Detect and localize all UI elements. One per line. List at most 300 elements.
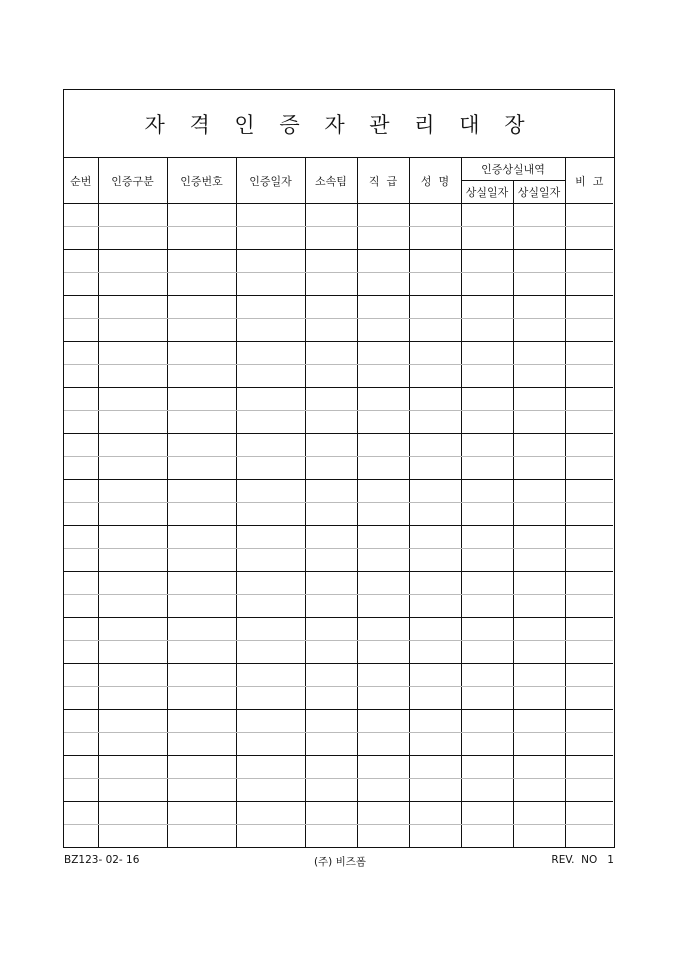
table-cell[interactable]	[236, 641, 305, 664]
table-cell[interactable]	[513, 434, 565, 457]
table-cell[interactable]	[409, 388, 461, 411]
table-cell[interactable]	[461, 250, 513, 273]
table-cell[interactable]	[64, 411, 98, 434]
table-cell[interactable]	[565, 756, 613, 779]
table-cell[interactable]	[513, 641, 565, 664]
form-code: BZ123- 02- 16	[64, 854, 140, 866]
table-cell[interactable]	[409, 296, 461, 319]
table-cell[interactable]	[513, 733, 565, 756]
table-cell[interactable]	[409, 733, 461, 756]
table-cell[interactable]	[167, 457, 236, 480]
col-header-cert-date: 인증일자	[236, 158, 305, 204]
table-cell[interactable]	[98, 572, 167, 595]
table-cell[interactable]	[305, 802, 357, 825]
table-cell[interactable]	[461, 526, 513, 549]
table-cell[interactable]	[357, 756, 409, 779]
table-cell[interactable]	[513, 480, 565, 503]
table-cell[interactable]	[305, 388, 357, 411]
table-cell[interactable]	[357, 733, 409, 756]
table-cell[interactable]	[236, 296, 305, 319]
table-cell[interactable]	[98, 756, 167, 779]
table-cell[interactable]	[461, 802, 513, 825]
table-cell[interactable]	[409, 664, 461, 687]
table-cell[interactable]	[64, 549, 98, 572]
table-cell[interactable]	[357, 365, 409, 388]
table-cell[interactable]	[64, 388, 98, 411]
table-cell[interactable]	[167, 319, 236, 342]
table-cell[interactable]	[64, 572, 98, 595]
table-cell[interactable]	[305, 641, 357, 664]
table-cell[interactable]	[357, 342, 409, 365]
col-header-rank: 직 급	[357, 158, 409, 204]
table-cell[interactable]	[565, 526, 613, 549]
table-cell[interactable]	[236, 227, 305, 250]
table-row	[64, 227, 613, 250]
table-cell[interactable]	[236, 779, 305, 802]
table-cell[interactable]	[64, 595, 98, 618]
table-cell[interactable]	[357, 710, 409, 733]
table-row	[64, 411, 613, 434]
table-cell[interactable]	[565, 319, 613, 342]
table-cell[interactable]	[565, 802, 613, 825]
table-cell[interactable]	[513, 319, 565, 342]
table-cell[interactable]	[565, 779, 613, 802]
table-cell[interactable]	[513, 687, 565, 710]
title-box	[64, 90, 614, 158]
table-cell[interactable]	[461, 664, 513, 687]
table-cell[interactable]	[565, 480, 613, 503]
table-cell[interactable]	[98, 480, 167, 503]
table-cell[interactable]	[167, 342, 236, 365]
table-cell[interactable]	[565, 572, 613, 595]
table-cell[interactable]	[167, 388, 236, 411]
table-cell[interactable]	[565, 434, 613, 457]
table-cell[interactable]	[64, 664, 98, 687]
table-cell[interactable]	[236, 687, 305, 710]
table-cell[interactable]	[64, 319, 98, 342]
table-cell[interactable]	[98, 227, 167, 250]
table-cell[interactable]	[305, 595, 357, 618]
table-cell[interactable]	[167, 227, 236, 250]
table-cell[interactable]	[565, 825, 613, 848]
table-cell[interactable]	[167, 733, 236, 756]
table-cell[interactable]	[565, 411, 613, 434]
table-cell[interactable]	[98, 250, 167, 273]
table-cell[interactable]	[409, 250, 461, 273]
table-cell[interactable]	[305, 365, 357, 388]
table-cell[interactable]	[236, 480, 305, 503]
table-cell[interactable]	[357, 595, 409, 618]
table-cell[interactable]	[167, 641, 236, 664]
table-cell[interactable]	[461, 204, 513, 227]
table-cell[interactable]	[409, 319, 461, 342]
table-cell[interactable]	[98, 296, 167, 319]
table-cell[interactable]	[236, 411, 305, 434]
table-cell[interactable]	[64, 756, 98, 779]
table-cell[interactable]	[64, 273, 98, 296]
table-cell[interactable]	[167, 526, 236, 549]
table-cell[interactable]	[305, 296, 357, 319]
col-header-team: 소속팀	[305, 158, 357, 204]
table-cell[interactable]	[513, 503, 565, 526]
table-cell[interactable]	[236, 710, 305, 733]
table-cell[interactable]	[461, 503, 513, 526]
table-cell[interactable]	[409, 457, 461, 480]
table-cell[interactable]	[461, 733, 513, 756]
table-cell[interactable]	[98, 388, 167, 411]
table-cell[interactable]	[409, 641, 461, 664]
table-row	[64, 434, 613, 457]
table-cell[interactable]	[305, 572, 357, 595]
table-cell[interactable]	[167, 595, 236, 618]
table-cell[interactable]	[64, 618, 98, 641]
table-cell[interactable]	[357, 250, 409, 273]
table-cell[interactable]	[236, 733, 305, 756]
table-cell[interactable]	[236, 319, 305, 342]
table-cell[interactable]	[513, 296, 565, 319]
table-cell[interactable]	[167, 802, 236, 825]
table-cell[interactable]	[64, 825, 98, 848]
table-cell[interactable]	[565, 273, 613, 296]
table-cell[interactable]	[461, 572, 513, 595]
table-cell[interactable]	[513, 388, 565, 411]
table-cell[interactable]	[305, 664, 357, 687]
table-cell[interactable]	[409, 480, 461, 503]
table-cell[interactable]	[513, 526, 565, 549]
table-cell[interactable]	[461, 825, 513, 848]
company-name: (주) 비즈폼	[313, 856, 367, 868]
table-cell[interactable]	[409, 503, 461, 526]
table-cell[interactable]	[236, 204, 305, 227]
table-cell[interactable]	[305, 227, 357, 250]
table-cell[interactable]	[357, 480, 409, 503]
table-cell[interactable]	[98, 710, 167, 733]
table-cell[interactable]	[409, 365, 461, 388]
table-cell[interactable]	[305, 434, 357, 457]
table-cell[interactable]	[305, 618, 357, 641]
table-cell[interactable]	[461, 319, 513, 342]
table-cell[interactable]	[236, 664, 305, 687]
table-cell[interactable]	[167, 273, 236, 296]
table-cell[interactable]	[565, 664, 613, 687]
table-cell[interactable]	[305, 687, 357, 710]
table-cell[interactable]	[236, 595, 305, 618]
table-cell[interactable]	[357, 434, 409, 457]
table-cell[interactable]	[461, 296, 513, 319]
table-cell[interactable]	[167, 779, 236, 802]
table-cell[interactable]	[461, 457, 513, 480]
table-cell[interactable]	[409, 342, 461, 365]
table-cell[interactable]	[357, 549, 409, 572]
table-cell[interactable]	[64, 204, 98, 227]
table-cell[interactable]	[167, 204, 236, 227]
table-cell[interactable]	[565, 342, 613, 365]
table-cell[interactable]	[64, 779, 98, 802]
table-cell[interactable]	[64, 687, 98, 710]
table-cell[interactable]	[64, 802, 98, 825]
table-cell[interactable]	[167, 710, 236, 733]
table-cell[interactable]	[357, 296, 409, 319]
table-cell[interactable]	[236, 503, 305, 526]
table-cell[interactable]	[64, 227, 98, 250]
table-cell[interactable]	[357, 802, 409, 825]
table-cell[interactable]	[167, 365, 236, 388]
table-row	[64, 641, 613, 664]
table-cell[interactable]	[565, 503, 613, 526]
table-cell[interactable]	[409, 802, 461, 825]
table-cell[interactable]	[64, 342, 98, 365]
table-cell[interactable]	[167, 618, 236, 641]
table-cell[interactable]	[409, 411, 461, 434]
table-cell[interactable]	[305, 480, 357, 503]
table-cell[interactable]	[305, 342, 357, 365]
table-cell[interactable]	[236, 756, 305, 779]
col-header-loss-history: 인증상실내역	[461, 158, 565, 181]
table-cell[interactable]	[461, 710, 513, 733]
table-cell[interactable]	[513, 342, 565, 365]
table-cell[interactable]	[236, 802, 305, 825]
table-cell[interactable]	[98, 595, 167, 618]
table-cell[interactable]	[167, 250, 236, 273]
table-cell[interactable]	[167, 296, 236, 319]
table-cell[interactable]	[409, 227, 461, 250]
table-cell[interactable]	[64, 296, 98, 319]
table-cell[interactable]	[236, 526, 305, 549]
table-cell[interactable]	[409, 595, 461, 618]
table-cell[interactable]	[565, 687, 613, 710]
table-row	[64, 802, 613, 825]
table-cell[interactable]	[513, 710, 565, 733]
table-cell[interactable]	[64, 480, 98, 503]
table-cell[interactable]	[565, 204, 613, 227]
table-cell[interactable]	[513, 273, 565, 296]
table-cell[interactable]	[236, 250, 305, 273]
table-cell[interactable]	[461, 273, 513, 296]
table-cell[interactable]	[513, 457, 565, 480]
table-cell[interactable]	[357, 825, 409, 848]
table-cell[interactable]	[409, 434, 461, 457]
table-cell[interactable]	[305, 526, 357, 549]
table-cell[interactable]	[236, 549, 305, 572]
table-cell[interactable]	[167, 756, 236, 779]
table-cell[interactable]	[167, 825, 236, 848]
table-cell[interactable]	[357, 388, 409, 411]
table-row	[64, 457, 613, 480]
table-cell[interactable]	[513, 549, 565, 572]
table-cell[interactable]	[236, 825, 305, 848]
table-cell[interactable]	[461, 411, 513, 434]
table-cell[interactable]	[357, 641, 409, 664]
table-cell[interactable]	[167, 572, 236, 595]
table-cell[interactable]	[305, 457, 357, 480]
table-cell[interactable]	[565, 618, 613, 641]
table-cell[interactable]	[98, 365, 167, 388]
table-cell[interactable]	[236, 457, 305, 480]
table-cell[interactable]	[461, 480, 513, 503]
table-cell[interactable]	[357, 503, 409, 526]
table-cell[interactable]	[98, 411, 167, 434]
table-cell[interactable]	[305, 756, 357, 779]
table-cell[interactable]	[64, 365, 98, 388]
table-cell[interactable]	[409, 687, 461, 710]
table-cell[interactable]	[98, 733, 167, 756]
table-cell[interactable]	[357, 273, 409, 296]
table-cell[interactable]	[236, 572, 305, 595]
table-cell[interactable]	[357, 618, 409, 641]
table-cell[interactable]	[461, 618, 513, 641]
table-cell[interactable]	[98, 825, 167, 848]
table-cell[interactable]	[98, 273, 167, 296]
table-cell[interactable]	[98, 457, 167, 480]
table-cell[interactable]	[236, 388, 305, 411]
table-cell[interactable]	[461, 365, 513, 388]
table-cell[interactable]	[98, 503, 167, 526]
table-row	[64, 733, 613, 756]
table-cell[interactable]	[64, 733, 98, 756]
table-cell[interactable]	[513, 825, 565, 848]
table-cell[interactable]	[357, 319, 409, 342]
table-cell[interactable]	[305, 204, 357, 227]
table-cell[interactable]	[167, 503, 236, 526]
table-cell[interactable]	[409, 273, 461, 296]
table-cell[interactable]	[305, 319, 357, 342]
table-cell[interactable]	[236, 434, 305, 457]
table-cell[interactable]	[565, 227, 613, 250]
table-cell[interactable]	[98, 204, 167, 227]
table-cell[interactable]	[461, 641, 513, 664]
table-cell[interactable]	[305, 503, 357, 526]
table-cell[interactable]	[98, 664, 167, 687]
table-cell[interactable]	[513, 618, 565, 641]
table-cell[interactable]	[357, 411, 409, 434]
table-cell[interactable]	[409, 526, 461, 549]
table-cell[interactable]	[64, 710, 98, 733]
table-cell[interactable]	[357, 572, 409, 595]
table-cell[interactable]	[513, 595, 565, 618]
table-cell[interactable]	[565, 250, 613, 273]
table-cell[interactable]	[305, 733, 357, 756]
table-cell[interactable]	[98, 802, 167, 825]
table-cell[interactable]	[513, 204, 565, 227]
table-cell[interactable]	[167, 549, 236, 572]
table-cell[interactable]	[513, 664, 565, 687]
table-cell[interactable]	[98, 319, 167, 342]
table-cell[interactable]	[409, 572, 461, 595]
table-cell[interactable]	[565, 595, 613, 618]
table-cell[interactable]	[513, 756, 565, 779]
table-cell[interactable]	[461, 687, 513, 710]
table-cell[interactable]	[305, 825, 357, 848]
table-cell[interactable]	[64, 434, 98, 457]
table-cell[interactable]	[357, 664, 409, 687]
table-cell[interactable]	[64, 457, 98, 480]
table-cell[interactable]	[409, 756, 461, 779]
table-cell[interactable]	[513, 779, 565, 802]
table-cell[interactable]	[305, 250, 357, 273]
table-cell[interactable]	[461, 779, 513, 802]
table-cell[interactable]	[305, 273, 357, 296]
table-cell[interactable]	[305, 411, 357, 434]
table-cell[interactable]	[513, 227, 565, 250]
table-cell[interactable]	[167, 480, 236, 503]
table-cell[interactable]	[357, 204, 409, 227]
table-cell[interactable]	[167, 411, 236, 434]
table-cell[interactable]	[98, 549, 167, 572]
table-cell[interactable]	[98, 434, 167, 457]
table-cell[interactable]	[305, 779, 357, 802]
table-cell[interactable]	[236, 618, 305, 641]
table-row	[64, 388, 613, 411]
table-cell[interactable]	[461, 342, 513, 365]
table-cell[interactable]	[461, 388, 513, 411]
table-cell[interactable]	[98, 526, 167, 549]
table-cell[interactable]	[305, 549, 357, 572]
table-cell[interactable]	[513, 365, 565, 388]
table-cell[interactable]	[357, 457, 409, 480]
table-cell[interactable]	[409, 549, 461, 572]
table-cell[interactable]	[98, 687, 167, 710]
table-cell[interactable]	[98, 779, 167, 802]
table-cell[interactable]	[64, 526, 98, 549]
table-cell[interactable]	[167, 664, 236, 687]
revision-number: REV. NO 1	[551, 854, 614, 866]
table-cell[interactable]	[565, 710, 613, 733]
table-cell[interactable]	[461, 549, 513, 572]
table-cell[interactable]	[357, 526, 409, 549]
table-cell[interactable]	[409, 779, 461, 802]
table-cell[interactable]	[98, 618, 167, 641]
table-cell[interactable]	[357, 687, 409, 710]
table-cell[interactable]	[167, 687, 236, 710]
table-cell[interactable]	[461, 756, 513, 779]
table-cell[interactable]	[167, 434, 236, 457]
table-cell[interactable]	[357, 779, 409, 802]
table-cell[interactable]	[565, 641, 613, 664]
table-cell[interactable]	[513, 572, 565, 595]
table-cell[interactable]	[461, 227, 513, 250]
table-cell[interactable]	[64, 641, 98, 664]
table-cell[interactable]	[409, 204, 461, 227]
table-cell[interactable]	[236, 273, 305, 296]
table-cell[interactable]	[565, 296, 613, 319]
table-cell[interactable]	[64, 250, 98, 273]
table-cell[interactable]	[98, 641, 167, 664]
col-header-seq: 순번	[64, 158, 98, 204]
table-row	[64, 756, 613, 779]
table-cell[interactable]	[565, 733, 613, 756]
table-cell[interactable]	[305, 710, 357, 733]
table-cell[interactable]	[236, 342, 305, 365]
table-cell[interactable]	[513, 411, 565, 434]
table-row	[64, 273, 613, 296]
table-cell[interactable]	[357, 227, 409, 250]
table-cell[interactable]	[565, 549, 613, 572]
table-cell[interactable]	[409, 618, 461, 641]
table-cell[interactable]	[409, 710, 461, 733]
table-cell[interactable]	[236, 365, 305, 388]
table-cell[interactable]	[565, 365, 613, 388]
table-cell[interactable]	[409, 825, 461, 848]
table-cell[interactable]	[461, 434, 513, 457]
table-cell[interactable]	[513, 802, 565, 825]
col-header-remarks: 비 고	[565, 158, 613, 204]
table-cell[interactable]	[565, 457, 613, 480]
table-cell[interactable]	[565, 388, 613, 411]
table-cell[interactable]	[64, 503, 98, 526]
table-cell[interactable]	[461, 595, 513, 618]
table-cell[interactable]	[513, 250, 565, 273]
table-cell[interactable]	[98, 342, 167, 365]
